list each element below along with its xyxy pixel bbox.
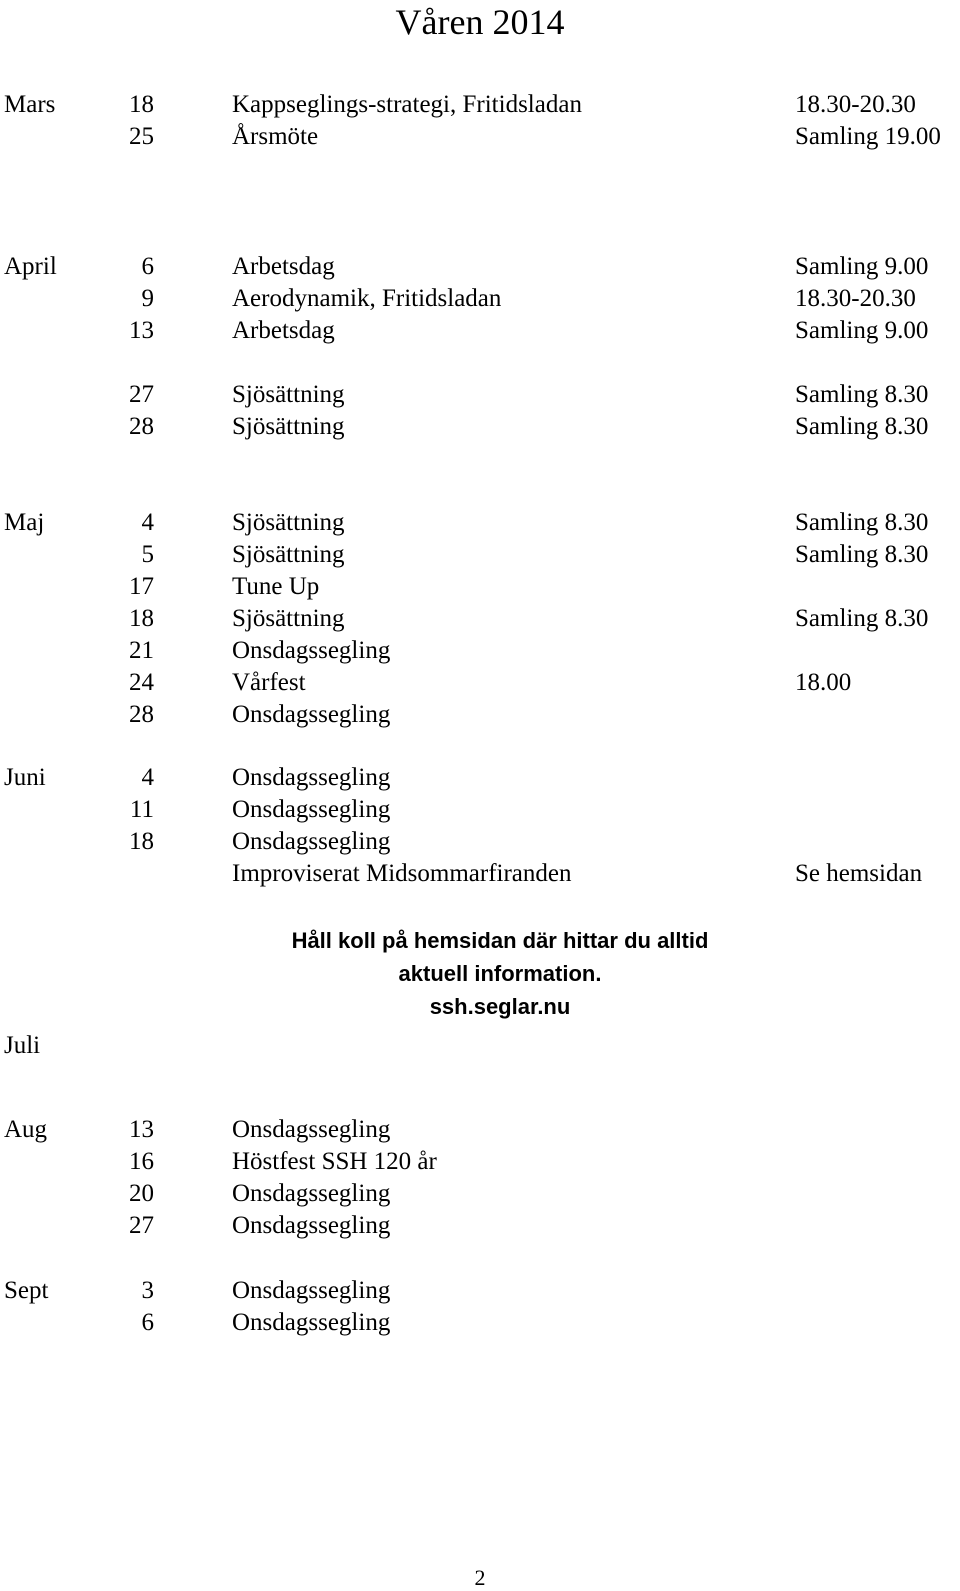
month-label: Aug <box>4 1116 48 1143</box>
event-name: Onsdagssegling <box>232 828 391 855</box>
schedule-row <box>0 699 960 731</box>
event-time: Samling 8.30 <box>795 605 929 632</box>
event-name: Höstfest SSH 120 år <box>232 1148 437 1175</box>
event-name: Onsdagssegling <box>232 637 391 664</box>
day-number: 3 <box>141 1277 154 1304</box>
month-label: Sept <box>4 1277 49 1304</box>
event-time: Samling 8.30 <box>795 509 929 536</box>
website-notice <box>200 924 800 1023</box>
event-time: Samling 8.30 <box>795 541 929 568</box>
schedule-row <box>0 603 960 635</box>
month-label: April <box>4 253 57 280</box>
event-name: Onsdagssegling <box>232 1116 391 1143</box>
schedule-row <box>0 826 960 858</box>
schedule-row <box>0 1307 960 1339</box>
event-name: Onsdagssegling <box>232 1277 391 1304</box>
schedule-row <box>0 1275 960 1307</box>
event-time: Se hemsidan <box>795 860 923 887</box>
event-name: Vårfest <box>232 669 306 696</box>
event-name: Arbetsdag <box>232 317 335 344</box>
day-number: 13 <box>129 317 154 344</box>
schedule-row <box>0 539 960 571</box>
event-name: Årsmöte <box>232 123 319 150</box>
day-number: 20 <box>129 1180 154 1207</box>
event-name: Onsdagssegling <box>232 796 391 823</box>
day-number: 5 <box>141 541 154 568</box>
day-number: 21 <box>129 637 154 664</box>
event-name: Onsdagssegling <box>232 764 391 791</box>
schedule-row <box>0 1114 960 1146</box>
notice-line: aktuell information. <box>398 961 602 986</box>
month-label: Maj <box>4 509 45 536</box>
schedule-row <box>0 379 960 411</box>
event-name: Sjösättning <box>232 541 345 568</box>
event-name: Sjösättning <box>232 509 345 536</box>
event-time: 18.00 <box>795 669 852 696</box>
page-number: 2 <box>474 1565 486 1590</box>
event-name: Onsdagssegling <box>232 1180 391 1207</box>
event-name: Tune Up <box>232 573 320 600</box>
schedule-row <box>0 635 960 667</box>
schedule-row <box>0 1146 960 1178</box>
schedule-row <box>0 1178 960 1210</box>
event-name: Sjösättning <box>232 413 345 440</box>
event-time: Samling 9.00 <box>795 253 929 280</box>
event-time: Samling 19.00 <box>795 123 941 150</box>
event-name: Kappseglings-strategi, Fritidsladan <box>232 91 582 118</box>
event-time: 18.30-20.30 <box>795 285 916 312</box>
event-name: Aerodynamik, Fritidsladan <box>232 285 502 312</box>
schedule-row <box>0 121 960 153</box>
day-number: 17 <box>129 573 154 600</box>
schedule-row <box>0 571 960 603</box>
day-number: 28 <box>129 701 154 728</box>
schedule-row <box>0 283 960 315</box>
event-name: Sjösättning <box>232 605 345 632</box>
event-name: Improviserat Midsommarfiranden <box>232 860 572 887</box>
day-number: 4 <box>141 509 154 536</box>
day-number: 27 <box>129 381 154 408</box>
event-name: Arbetsdag <box>232 253 335 280</box>
day-number: 24 <box>129 669 154 696</box>
day-number: 6 <box>141 253 154 280</box>
day-number: 18 <box>129 605 154 632</box>
website-address: ssh.seglar.nu <box>429 994 571 1019</box>
month-label: Mars <box>4 91 56 118</box>
day-number: 27 <box>129 1212 154 1239</box>
day-number: 25 <box>129 123 154 150</box>
month-label: Juni <box>4 764 46 791</box>
schedule-row <box>0 411 960 443</box>
schedule-row <box>0 507 960 539</box>
event-time: Samling 8.30 <box>795 381 929 408</box>
schedule-row <box>0 762 960 794</box>
schedule-row <box>0 858 960 890</box>
day-number: 6 <box>141 1309 154 1336</box>
event-time: Samling 8.30 <box>795 413 929 440</box>
event-time: Samling 9.00 <box>795 317 929 344</box>
event-name: Onsdagssegling <box>232 1212 391 1239</box>
event-name: Onsdagssegling <box>232 1309 391 1336</box>
schedule-row <box>0 251 960 283</box>
day-number: 18 <box>129 828 154 855</box>
notice-line: Håll koll på hemsidan där hittar du alltid <box>291 928 709 953</box>
day-number: 13 <box>129 1116 154 1143</box>
schedule-row <box>0 315 960 347</box>
schedule-row <box>0 667 960 699</box>
schedule-row <box>0 89 960 121</box>
schedule-row <box>0 1210 960 1242</box>
event-time: 18.30-20.30 <box>795 91 916 118</box>
month-label: Juli <box>4 1032 41 1059</box>
day-number: 11 <box>129 796 154 823</box>
day-number: 9 <box>141 285 154 312</box>
event-name: Onsdagssegling <box>232 701 391 728</box>
day-number: 16 <box>129 1148 154 1175</box>
event-name: Sjösättning <box>232 381 345 408</box>
page-title: Våren 2014 <box>395 2 565 42</box>
schedule-row <box>0 794 960 826</box>
day-number: 4 <box>141 764 154 791</box>
day-number: 18 <box>129 91 154 118</box>
day-number: 28 <box>129 413 154 440</box>
